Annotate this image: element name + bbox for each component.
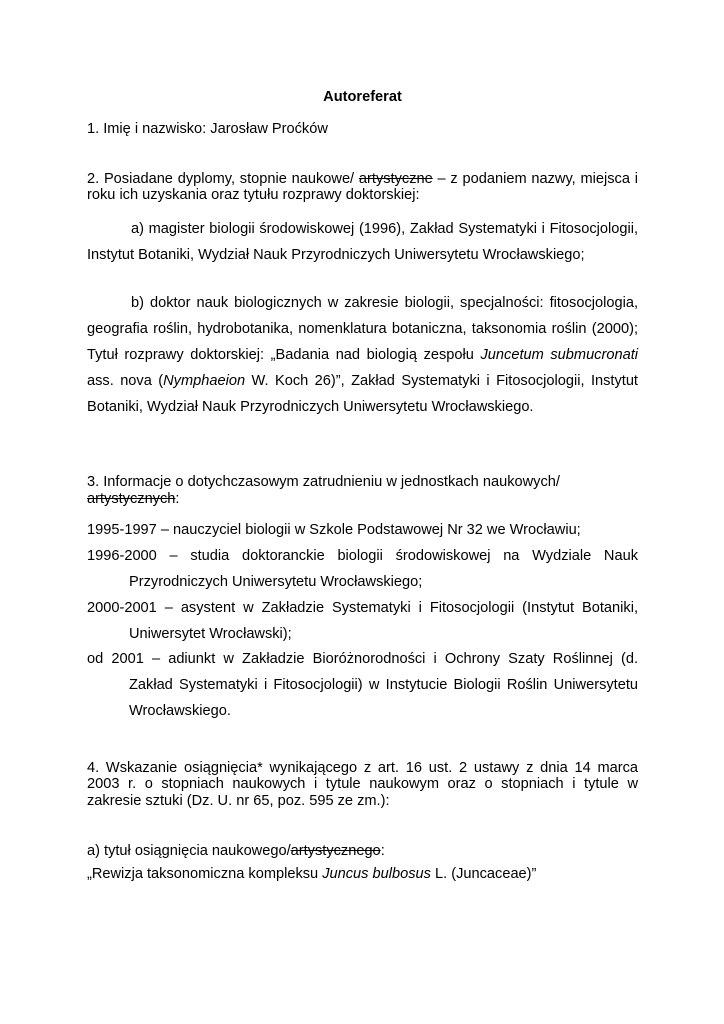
s2-heading-strikethrough: artystyczne	[358, 171, 433, 187]
section-1-name: 1. Imię i nazwisko: Jarosław Proćków	[87, 121, 328, 137]
section-4-line-3: zakresie sztuki (Dz. U. nr 65, poz. 595 ze zm.):	[87, 793, 390, 809]
s2-b-line-3-italic: Juncetum submucronati	[480, 347, 638, 363]
s2-b-line-2: geografia roślin, hydrobotanika, nomenklatura botaniczna, taksonomia roślin (2000);	[87, 321, 638, 337]
section-3-heading-line-1: 3. Informacje o dotychczasowym zatrudnieniu w jednostkach naukowych/	[87, 474, 560, 490]
s2-b-line-5: Botaniki, Wydział Nauk Przyrodniczych Uniwersytetu Wrocławskiego.	[87, 399, 534, 415]
s2-heading-text-rest: – z podaniem nazwy, miejsca i	[437, 171, 638, 187]
achievement-title-label	[87, 842, 385, 860]
document-title: Autoreferat	[323, 89, 402, 105]
s2-b-line-4-text-a: ass. nova (	[87, 373, 164, 389]
s3-heading-strikethrough: artystycznych	[87, 491, 176, 507]
employment-entry-4-line-2: Zakład Systematyki i Fitosocjologii) w Instytucie Biologii Roślin Uniwersytetu	[129, 677, 638, 693]
section-4-line-1: 4. Wskazanie osiągnięcia* wynikającego z art. 16 ust. 2 ustawy z dnia 14 marca	[87, 760, 638, 776]
s3-heading-colon: :	[175, 491, 180, 507]
employment-entry-4-line-3: Wrocławskiego.	[129, 703, 231, 719]
employment-entry-4-line-1: od 2001 – adiunkt w Zakładzie Bioróżnorodności i Ochrony Szaty Roślinnej (d.	[87, 651, 638, 667]
s2-b-line-3-text: Tytuł rozprawy doktorskiej: „Badania nad biologią zespołu	[87, 347, 474, 363]
employment-entry-1: 1995-1997 – nauczyciel biologii w Szkole Podstawowej Nr 32 we Wrocławiu;	[87, 522, 581, 538]
s2-a-line-2: Instytut Botaniki, Wydział Nauk Przyrodniczych Uniwersytetu Wrocławskiego;	[87, 247, 585, 263]
s4-a-colon: :	[380, 843, 385, 859]
s4-a-title-text-a: „Rewizja taksonomiczna kompleksu	[87, 866, 319, 882]
achievement-title	[87, 865, 536, 883]
s4-a-label-text: a) tytuł osiągnięcia naukowego/	[87, 843, 291, 859]
section-3-heading-line-2	[87, 490, 179, 508]
s2-b-line-4-italic: Nymphaeion	[163, 373, 246, 389]
s2-heading-text: 2. Posiadane dyplomy, stopnie naukowe/	[87, 171, 355, 187]
s2-a-line-1: a) magister biologii środowiskowej (1996), Zakład Systematyki i Fitosocjologii,	[131, 221, 638, 237]
s4-a-title-italic: Juncus bulbosus	[322, 866, 431, 882]
employment-entry-3-line-1: 2000-2001 – asystent w Zakładzie Systematyki i Fitosocjologii (Instytut Botaniki,	[87, 600, 638, 616]
employment-entry-2-line-2: Przyrodniczych Uniwersytetu Wrocławskiego;	[129, 574, 423, 590]
s2-b-line-1: b) doktor nauk biologicznych w zakresie biologii, specjalności: fitosocjologia,	[131, 295, 638, 311]
s2-b-line-4-text-b: W. Koch 26)”, Zakład Systematyki i Fitosocjologii, Instytut	[251, 373, 638, 389]
section-2-heading-line-2: roku ich uzyskania oraz tytułu rozprawy doktorskiej:	[87, 187, 420, 203]
section-4-line-2: 2003 r. o stopniach naukowych i tytule naukowym oraz o stopniach i tytule w	[87, 776, 638, 792]
s4-a-strikethrough: artystycznego	[290, 843, 381, 859]
s2-b-line-3	[87, 346, 638, 364]
employment-entry-3-line-2: Uniwersytet Wrocławski);	[129, 626, 292, 642]
s4-a-title-text-b: L. (Juncaceae)”	[435, 866, 537, 882]
s2-b-line-4	[87, 372, 638, 390]
employment-entry-2-line-1: 1996-2000 – studia doktoranckie biologii środowiskowej na Wydziale Nauk	[87, 548, 638, 564]
